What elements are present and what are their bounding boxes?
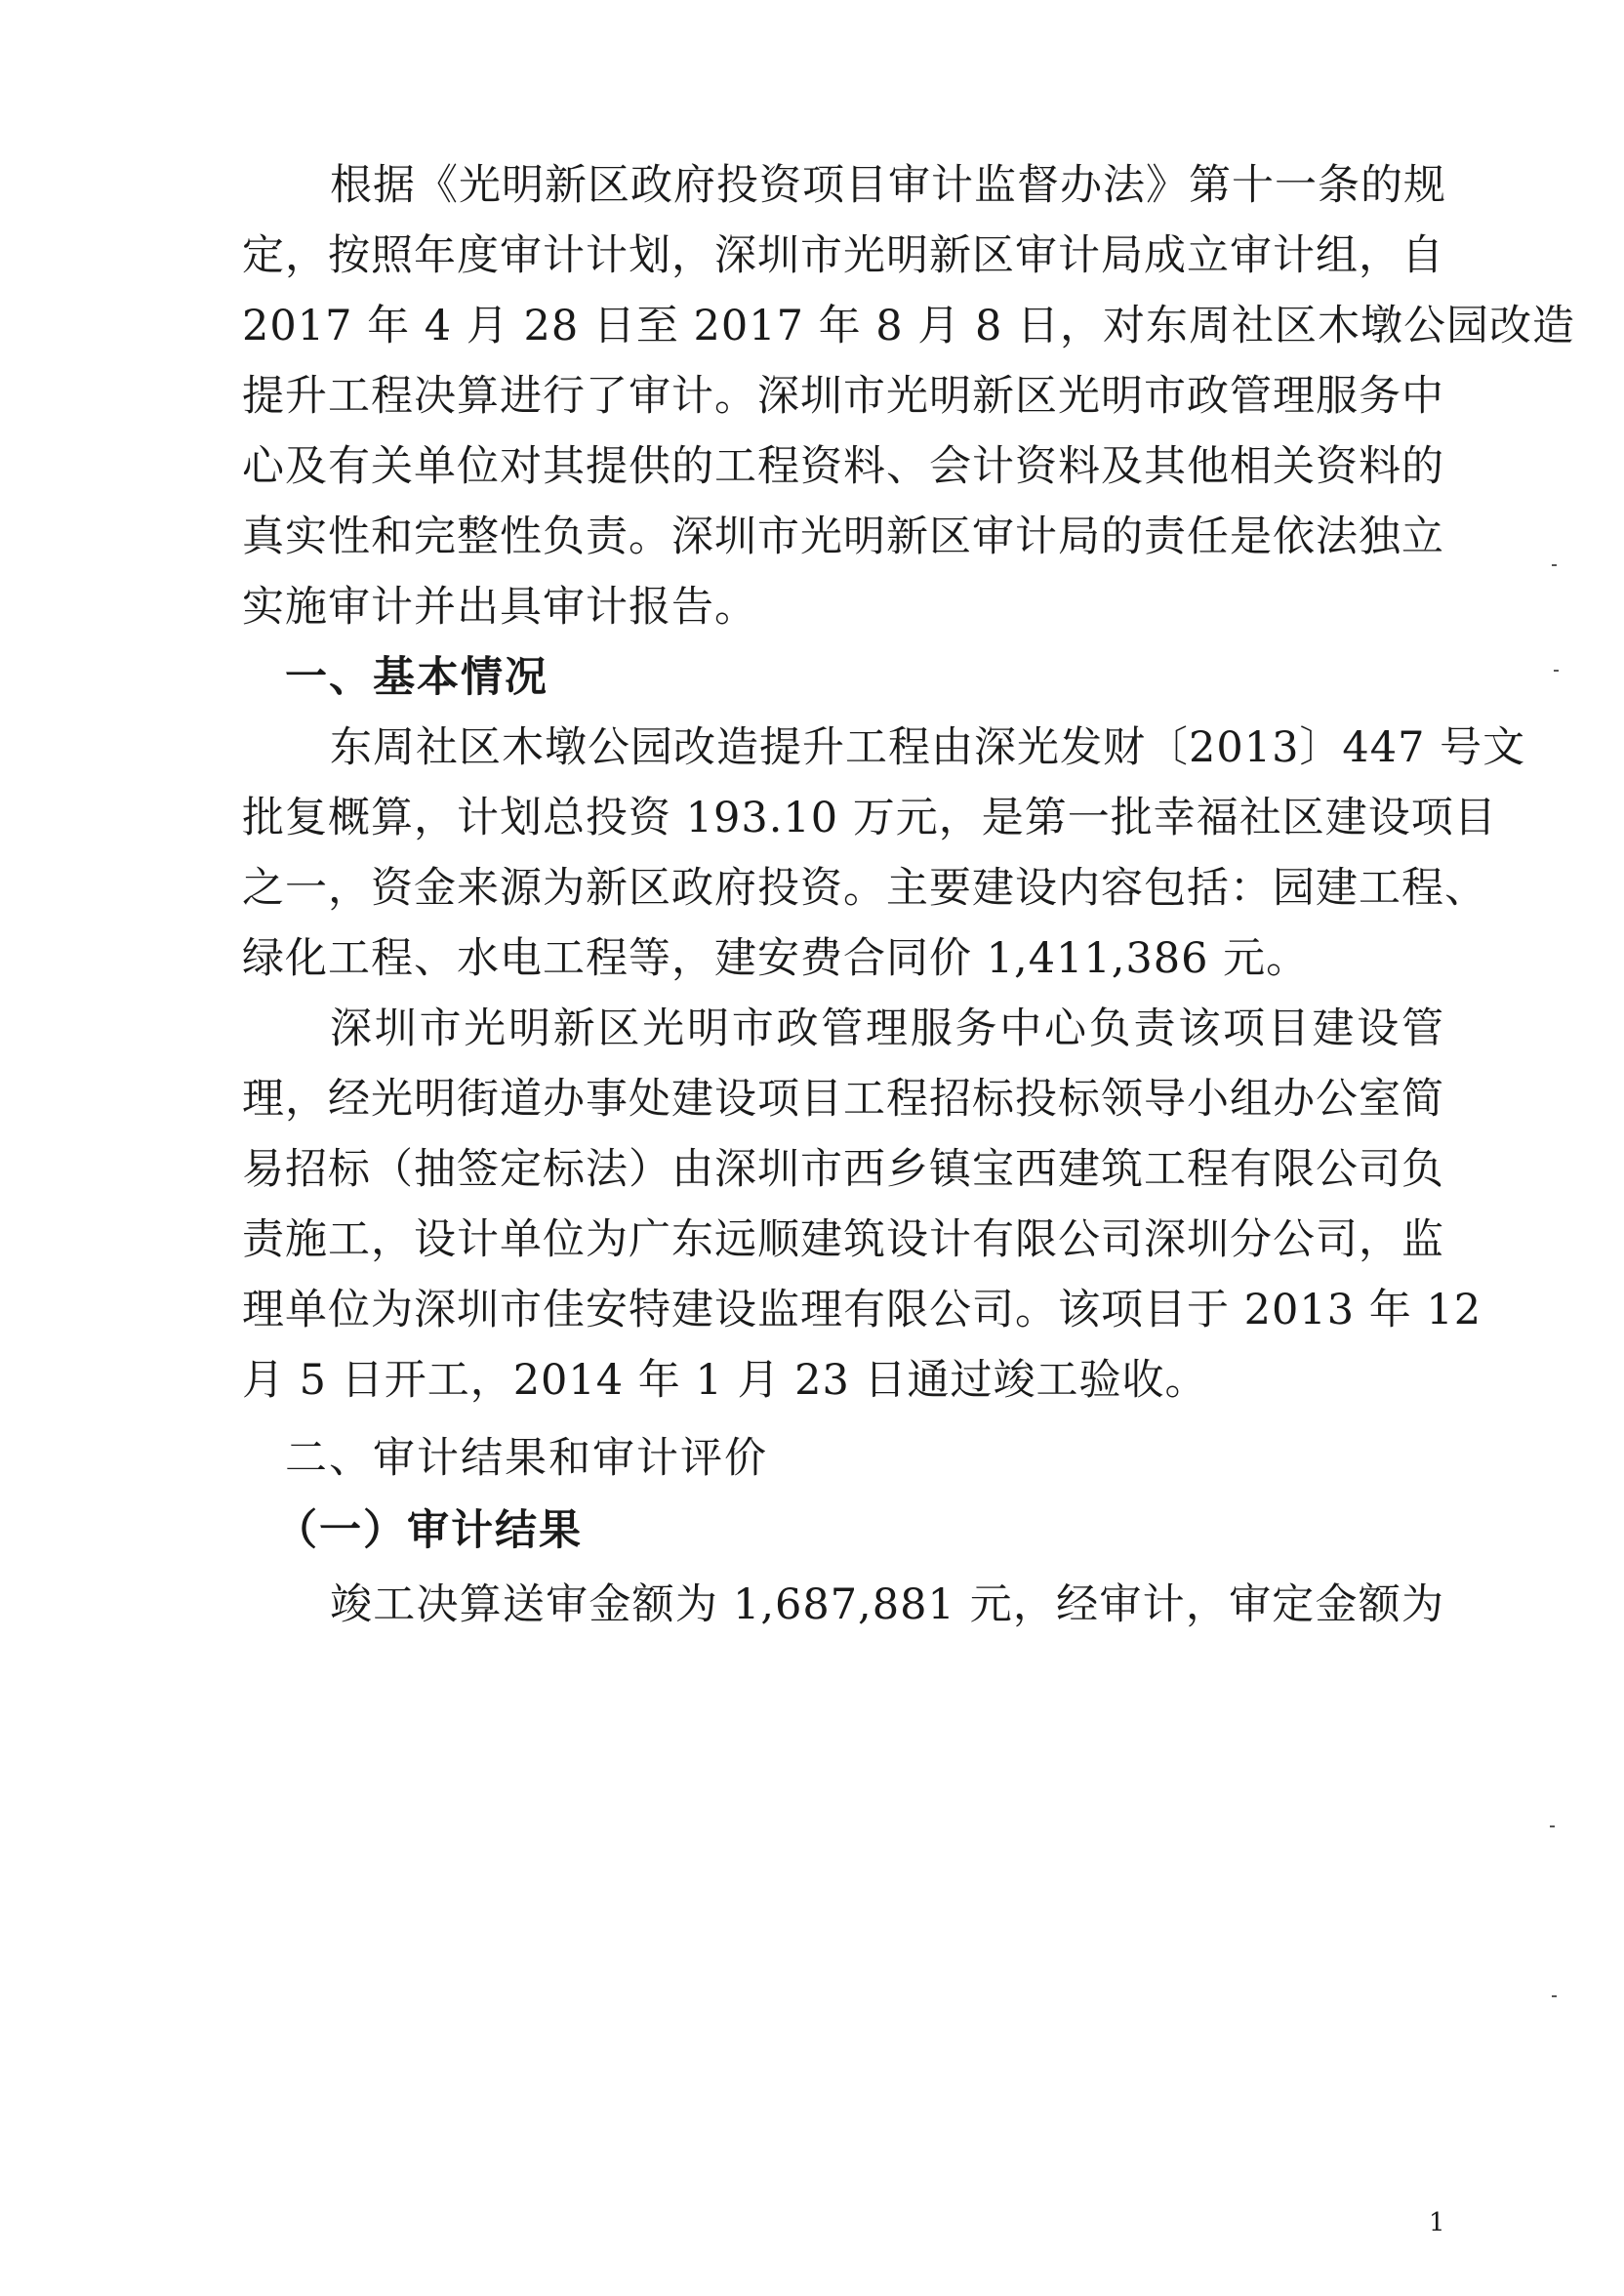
intro-line-3: 2017 年 4 月 28 日至 2017 年 8 月 8 日，对东周社区木墩公园改造 xyxy=(242,302,1576,350)
intro-line-4: 提升工程决算进行了审计。深圳市光明新区光明市政管理服务中 xyxy=(242,372,1444,421)
management-line-3: 易招标（抽签定标法）由深圳市西乡镇宝西建筑工程有限公司负 xyxy=(242,1145,1444,1194)
management-line-4: 责施工，设计单位为广东远顺建筑设计有限公司深圳分公司，监 xyxy=(242,1215,1444,1264)
subsection-heading-audit-result: （一）审计结果 xyxy=(275,1506,583,1555)
management-line-6: 月 5 日开工，2014 年 1 月 23 日通过竣工验收。 xyxy=(242,1356,1208,1405)
scan-mark xyxy=(1554,670,1559,672)
intro-line-7: 实施审计并出具审计报告。 xyxy=(242,583,757,632)
basic-info-line-1: 东周社区木墩公园改造提升工程由深光发财〔2013〕447 号文 xyxy=(330,723,1526,772)
section-heading-audit-result-evaluation: 二、审计结果和审计评价 xyxy=(285,1434,768,1483)
audit-result-line-1: 竣工决算送审金额为 1,687,881 元，经审计，审定金额为 xyxy=(330,1580,1444,1629)
scan-mark xyxy=(1552,1995,1557,1997)
intro-line-5: 心及有关单位对其提供的工程资料、会计资料及其他相关资料的 xyxy=(242,442,1444,491)
basic-info-line-3: 之一，资金来源为新区政府投资。主要建设内容包括：园建工程、 xyxy=(242,864,1487,913)
intro-line-2: 定，按照年度审计计划，深圳市光明新区审计局成立审计组，自 xyxy=(242,231,1444,280)
basic-info-line-4: 绿化工程、水电工程等，建安费合同价 1,411,386 元。 xyxy=(242,934,1310,983)
section-heading-basic-info: 一、基本情况 xyxy=(285,653,548,702)
scan-mark xyxy=(1552,564,1557,566)
scan-mark xyxy=(1550,1825,1555,1827)
management-line-2: 理，经光明街道办事处建设项目工程招标投标领导小组办公室简 xyxy=(242,1075,1444,1124)
management-line-1: 深圳市光明新区光明市政管理服务中心负责该项目建设管 xyxy=(330,1004,1444,1053)
management-line-5: 理单位为深圳市佳安特建设监理有限公司。该项目于 2013 年 12 xyxy=(242,1286,1482,1334)
intro-line-6: 真实性和完整性负责。深圳市光明新区审计局的责任是依法独立 xyxy=(242,512,1444,561)
intro-line-1: 根据《光明新区政府投资项目审计监督办法》第十一条的规 xyxy=(330,161,1446,210)
basic-info-line-2: 批复概算，计划总投资 193.10 万元，是第一批幸福社区建设项目 xyxy=(242,794,1497,842)
page-number: 1 xyxy=(1429,2208,1445,2237)
